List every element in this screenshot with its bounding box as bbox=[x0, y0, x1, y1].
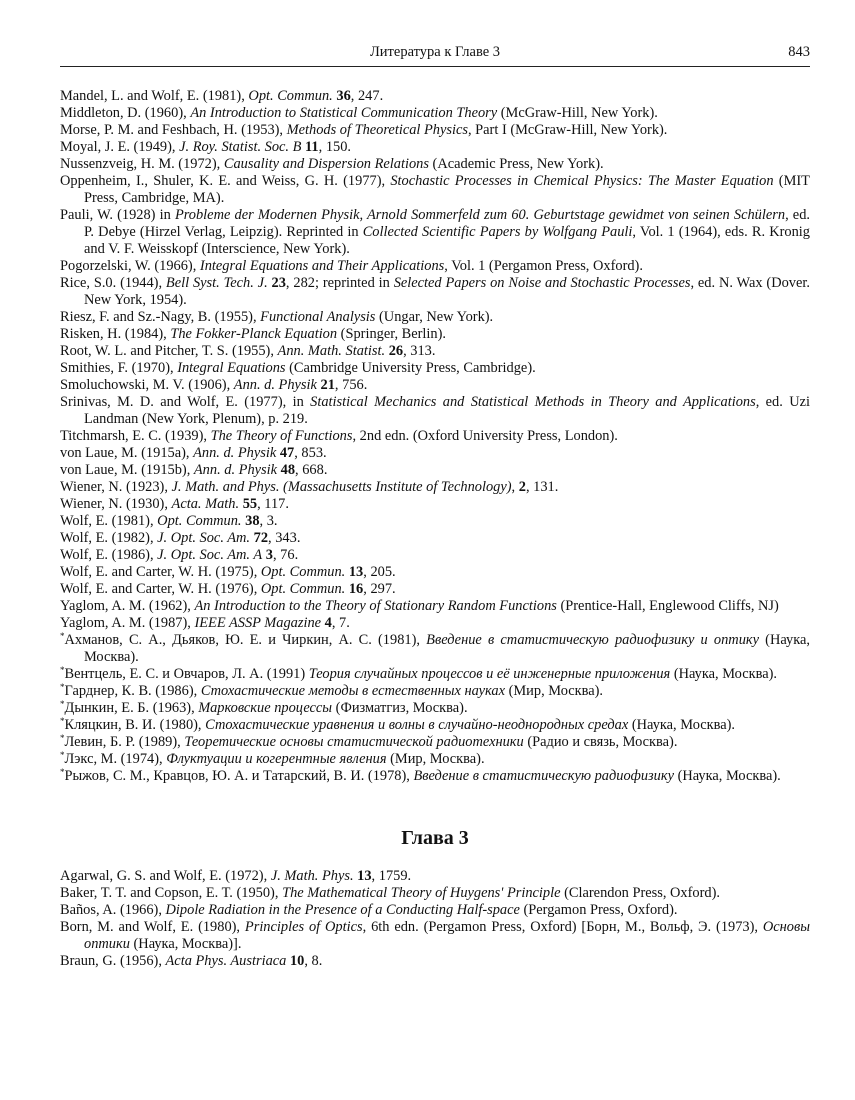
reference-entry: Wolf, E. (1982), J. Opt. Soc. Am. 72, 343. bbox=[60, 530, 301, 546]
reference-entry: Pogorzelski, W. (1966), Integral Equations and Their Applications, Vol. 1 (Pergamon Press, Oxford). bbox=[60, 258, 643, 274]
reference-entry: Wolf, E. (1986), J. Opt. Soc. Am. A 3, 76. bbox=[60, 547, 299, 563]
reference-entry: *Гарднер, К. В. (1986), Стохастические методы в естественных науках (Мир, Москва). bbox=[60, 682, 604, 699]
reference-entry: Braun, G. (1956), Acta Phys. Austriaca 10, 8. bbox=[60, 953, 323, 969]
reference-entry: Moyal, J. E. (1949), J. Roy. Statist. Soc. B 11, 150. bbox=[60, 139, 352, 155]
reference-entry: Agarwal, G. S. and Wolf, E. (1972), J. Math. Phys. 13, 1759. bbox=[60, 868, 412, 884]
reference-entry: *Левин, Б. Р. (1989), Теоретические основы статистической радиотехники (Радио и связь, Москва). bbox=[60, 733, 678, 750]
reference-entry: Baños, A. (1966), Dipole Radiation in the Presence of a Conducting Half-space (Pergamon Press, Oxford). bbox=[60, 902, 678, 918]
reference-entry: Riesz, F. and Sz.-Nagy, B. (1955), Functional Analysis (Ungar, New York). bbox=[60, 309, 494, 325]
reference-entry: Srinivas, M. D. and Wolf, E. (1977), in Statistical Mechanics and Statistical Methods in Theory and Applications, ed. Uzi Landman (New York, Plenum), p. 219. bbox=[60, 394, 810, 427]
references-chapter-previous bbox=[60, 88, 810, 785]
reference-entry: Smoluchowski, M. V. (1906), Ann. d. Physik 21, 756. bbox=[60, 377, 368, 393]
reference-list bbox=[60, 88, 810, 970]
reference-entry: Oppenheim, I., Shuler, K. E. and Weiss, G. H. (1977), Stochastic Processes in Chemical Physics: The Master Equation (MIT Press, Cambridge, MA). bbox=[60, 173, 810, 206]
chapter-heading: Глава 3 bbox=[401, 827, 469, 849]
reference-entry: Wiener, N. (1930), Acta. Math. 55, 117. bbox=[60, 496, 289, 512]
reference-entry: von Laue, M. (1915a), Ann. d. Physik 47, 853. bbox=[60, 445, 327, 461]
reference-entry: Nussenzveig, H. M. (1972), Causality and Dispersion Relations (Academic Press, New York). bbox=[60, 156, 604, 172]
references-chapter-3 bbox=[60, 868, 810, 970]
reference-entry: Rice, S.0. (1944), Bell Syst. Tech. J. 23, 282; reprinted in Selected Papers on Noise and Stochastic Processes, ed. N. Wax (Dover. New York, 1954). bbox=[60, 275, 810, 308]
reference-entry: Root, W. L. and Pitcher, T. S. (1955), Ann. Math. Statist. 26, 313. bbox=[60, 343, 436, 359]
reference-entry: *Вентцель, Е. С. и Овчаров, Л. А. (1991) Теория случайных процессов и её инженерные приложения (Наука, Москва). bbox=[60, 665, 777, 682]
reference-entry: Pauli, W. (1928) in Probleme der Modernen Physik, Arnold Sommerfeld zum 60. Geburtstage gewidmet von seinen Schülern, ed. P. Debye (Hirzel Verlag, Leipzig). Reprinted in Collected Scientific Papers by Wolfgang Pauli, Vol. 1 (1964), eds. R. Kronig and V. F. Weisskopf (Interscience, New York). bbox=[60, 207, 810, 257]
reference-entry: Wolf, E. and Carter, W. H. (1976), Opt. Commun. 16, 297. bbox=[60, 581, 396, 597]
reference-entry: *Рыжов, С. М., Кравцов, Ю. А. и Татарский, В. И. (1978), Введение в статистическую радиофизику (Наука, Москва). bbox=[60, 767, 781, 784]
reference-entry: *Лэкс, М. (1974), Флуктуации и когерентные явления (Мир, Москва). bbox=[60, 750, 485, 767]
reference-entry: Middleton, D. (1960), An Introduction to Statistical Communication Theory (McGraw-Hill, New York). bbox=[60, 105, 658, 121]
reference-entry: Morse, P. M. and Feshbach, H. (1953), Methods of Theoretical Physics, Part I (McGraw-Hill, New York). bbox=[60, 122, 668, 138]
reference-entry: *Ахманов, С. А., Дьяков, Ю. Е. и Чиркин, А. С. (1981), Введение в статистическую радиофизику и оптику (Наука, Москва). bbox=[60, 631, 810, 665]
reference-entry: Wolf, E. (1981), Opt. Commun. 38, 3. bbox=[60, 513, 278, 529]
running-header bbox=[60, 44, 810, 67]
reference-entry: Wolf, E. and Carter, W. H. (1975), Opt. Commun. 13, 205. bbox=[60, 564, 396, 580]
reference-entry: Titchmarsh, E. C. (1939), The Theory of Functions, 2nd edn. (Oxford University Press, London). bbox=[60, 428, 618, 444]
reference-entry: Risken, H. (1984), The Fokker-Planck Equation (Springer, Berlin). bbox=[60, 326, 447, 342]
reference-entry: von Laue, M. (1915b), Ann. d. Physik 48, 668. bbox=[60, 462, 328, 478]
reference-entry: *Дынкин, Е. Б. (1963), Марковские процессы (Физматгиз, Москва). bbox=[60, 699, 468, 716]
page-number: 843 bbox=[788, 44, 810, 60]
running-title: Литература к Главе 3 bbox=[369, 44, 501, 60]
reference-entry: Mandel, L. and Wolf, E. (1981), Opt. Commun. 36, 247. bbox=[60, 88, 384, 104]
reference-entry: Wiener, N. (1923), J. Math. and Phys. (Massachusetts Institute of Technology), 2, 131. bbox=[60, 479, 559, 495]
reference-entry: Yaglom, A. M. (1962), An Introduction to the Theory of Stationary Random Functions (Prentice-Hall, Englewood Cliffs, NJ) bbox=[60, 598, 779, 614]
reference-entry: Baker, T. T. and Copson, E. T. (1950), The Mathematical Theory of Huygens' Principle (Clarendon Press, Oxford). bbox=[60, 885, 720, 901]
reference-entry: Smithies, F. (1970), Integral Equations (Cambridge University Press, Cambridge). bbox=[60, 360, 536, 376]
reference-entry: Born, M. and Wolf, E. (1980), Principles of Optics, 6th edn. (Pergamon Press, Oxford) [Борн, М., Вольф, Э. (1973), Основы оптики (Наука, Москва)]. bbox=[60, 919, 810, 952]
reference-entry: Yaglom, A. M. (1987), IEEE ASSP Magazine 4, 7. bbox=[60, 615, 350, 631]
reference-entry: *Кляцкин, В. И. (1980), Стохастические уравнения и волны в случайно-неоднородных средах (Наука, Москва). bbox=[60, 716, 736, 733]
